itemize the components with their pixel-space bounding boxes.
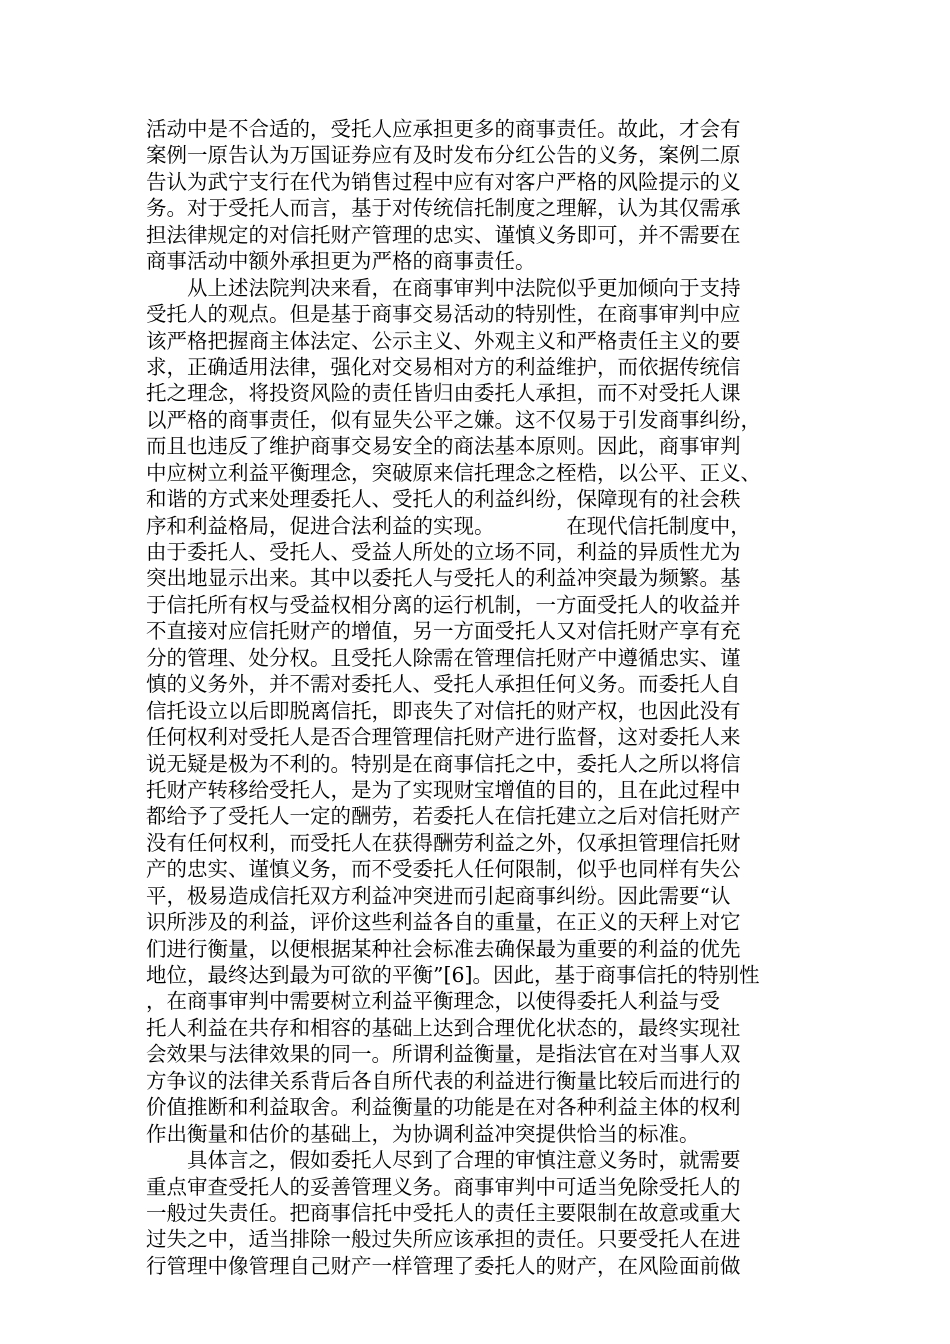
text-line: 受托人的观点。但是基于商事交易活动的特别性，在商事审判中应 (146, 302, 741, 327)
text-line: 托人利益在共存和相容的基础上达到合理优化状态的，最终实现社 (146, 1015, 741, 1040)
body-text (146, 116, 806, 1279)
text-line: 平，极易造成信托双方利益冲突进而引起商事纠纷。因此需要“认 (146, 883, 731, 908)
text-line: 于信托所有权与受益权相分离的运行机制，一方面受托人的收益并 (146, 592, 741, 617)
text-line: 产的忠实、谨慎义务，而不受委托人任何限制，似乎也同样有失公 (146, 857, 741, 882)
text-line: 由于委托人、受托人、受益人所处的立场不同，利益的异质性尤为 (146, 540, 741, 564)
text-line: 分的管理、处分权。且受托人除需在管理信托财产中遵循忠实、谨 (146, 645, 741, 670)
text-line: 们进行衡量，以便根据某种社会标准去确保最为重要的利益的优先 (146, 936, 741, 961)
text-line: 和谐的方式来处理委托人、受托人的利益纠纷，保障现有的社会秩 (146, 487, 741, 512)
text-line: 不直接对应信托财产的增值，另一方面受托人又对信托财产享有充 (146, 619, 741, 644)
text-line: 价值推断和利益取舍。利益衡量的功能是在对各种利益主体的权利 (146, 1095, 741, 1120)
text-line: 重点审查受托人的妥善管理义务。商事审判中可适当免除受托人的 (146, 1174, 741, 1199)
text-line: 信托设立以后即脱离信托，即丧失了对信托的财产权，也因此没有 (146, 698, 741, 723)
text-line: 序和利益格局，促进合法利益的实现。 在现代信托制度中， (146, 513, 751, 538)
text-line: 而且也违反了维护商事交易安全的商法基本原则。因此，商事审判 (146, 434, 741, 459)
text-line: 行管理中像管理自己财产一样管理了委托人的财产，在风险面前做 (146, 1253, 741, 1278)
text-line: 商事活动中额外承担更为严格的商事责任。 (146, 249, 536, 274)
text-line: 突出地显示出来。其中以委托人与受托人的利益冲突最为频繁。基 (146, 566, 741, 591)
text-line: 会效果与法律效果的同一。所谓利益衡量，是指法官在对当事人双 (146, 1042, 741, 1067)
text-line: 托财产转移给受托人，是为了实现财宝增值的目的，且在此过程中 (146, 777, 741, 802)
text-line: 作出衡量和估价的基础上，为协调利益冲突提供恰当的标准。 (146, 1121, 700, 1146)
text-line: 方争议的法律关系背后各自所代表的利益进行衡量比较后而进行的 (146, 1068, 741, 1093)
text-line: 活动中是不合适的，受托人应承担更多的商事责任。故此，才会有 (146, 117, 741, 141)
text-line: 告认为武宁支行在代为销售过程中应有对客户严格的风险提示的义 (146, 169, 741, 194)
text-line: 地位，最终达到最为可欲的平衡”[6]。因此，基于商事信托的特别性 (146, 963, 760, 987)
text-line: 任何权利对受托人是否合理管理信托财产进行监督，这对委托人来 (146, 725, 741, 750)
text-line: 以严格的商事责任，似有显失公平之嫌。这不仅易于引发商事纠纷， (146, 407, 761, 432)
text-line: 识所涉及的利益，评价这些利益各自的重量，在正义的天秤上对它 (146, 910, 741, 935)
text-line: 没有任何权利，而受托人在获得酬劳利益之外，仅承担管理信托财 (146, 830, 741, 855)
text-line: 从上述法院判决来看，在商事审判中法院似乎更加倾向于支持 (146, 275, 741, 300)
text-line: 慎的义务外，并不需对委托人、受托人承担任何义务。而委托人自 (146, 672, 741, 697)
text-line: 都给予了受托人一定的酬劳，若委托人在信托建立之后对信托财产 (146, 804, 741, 829)
text-line: 担法律规定的对信托财产管理的忠实、谨慎义务即可，并不需要在 (146, 222, 741, 247)
text-line: 一般过失责任。把商事信托中受托人的责任主要限制在故意或重大 (146, 1200, 741, 1225)
text-line: 中应树立利益平衡理念，突破原来信托理念之桎梏，以公平、正义、 (146, 460, 761, 485)
text-line: 求，正确适用法律，强化对交易相对方的利益维护，而依据传统信 (146, 354, 741, 379)
text-line: 案例一原告认为万国证券应有及时发布分红公告的义务，案例二原 (146, 143, 741, 168)
text-line: 务。对于受托人而言，基于对传统信托制度之理解，认为其仅需承 (146, 196, 741, 221)
text-line: 过失之中，适当排除一般过失所应该承担的责任。只要受托人在进 (146, 1227, 741, 1252)
text-line: 该严格把握商主体法定、公示主义、外观主义和严格责任主义的要 (146, 328, 741, 353)
text-line: 说无疑是极为不利的。特别是在商事信托之中，委托人之所以将信 (146, 751, 741, 776)
text-line: ，在商事审判中需要树立利益平衡理念，以使得委托人利益与受 (146, 989, 720, 1014)
text-line: 托之理念，将投资风险的责任皆归由委托人承担，而不对受托人课 (146, 381, 741, 406)
text-line: 具体言之，假如委托人尽到了合理的审慎注意义务时，就需要 (146, 1148, 741, 1173)
